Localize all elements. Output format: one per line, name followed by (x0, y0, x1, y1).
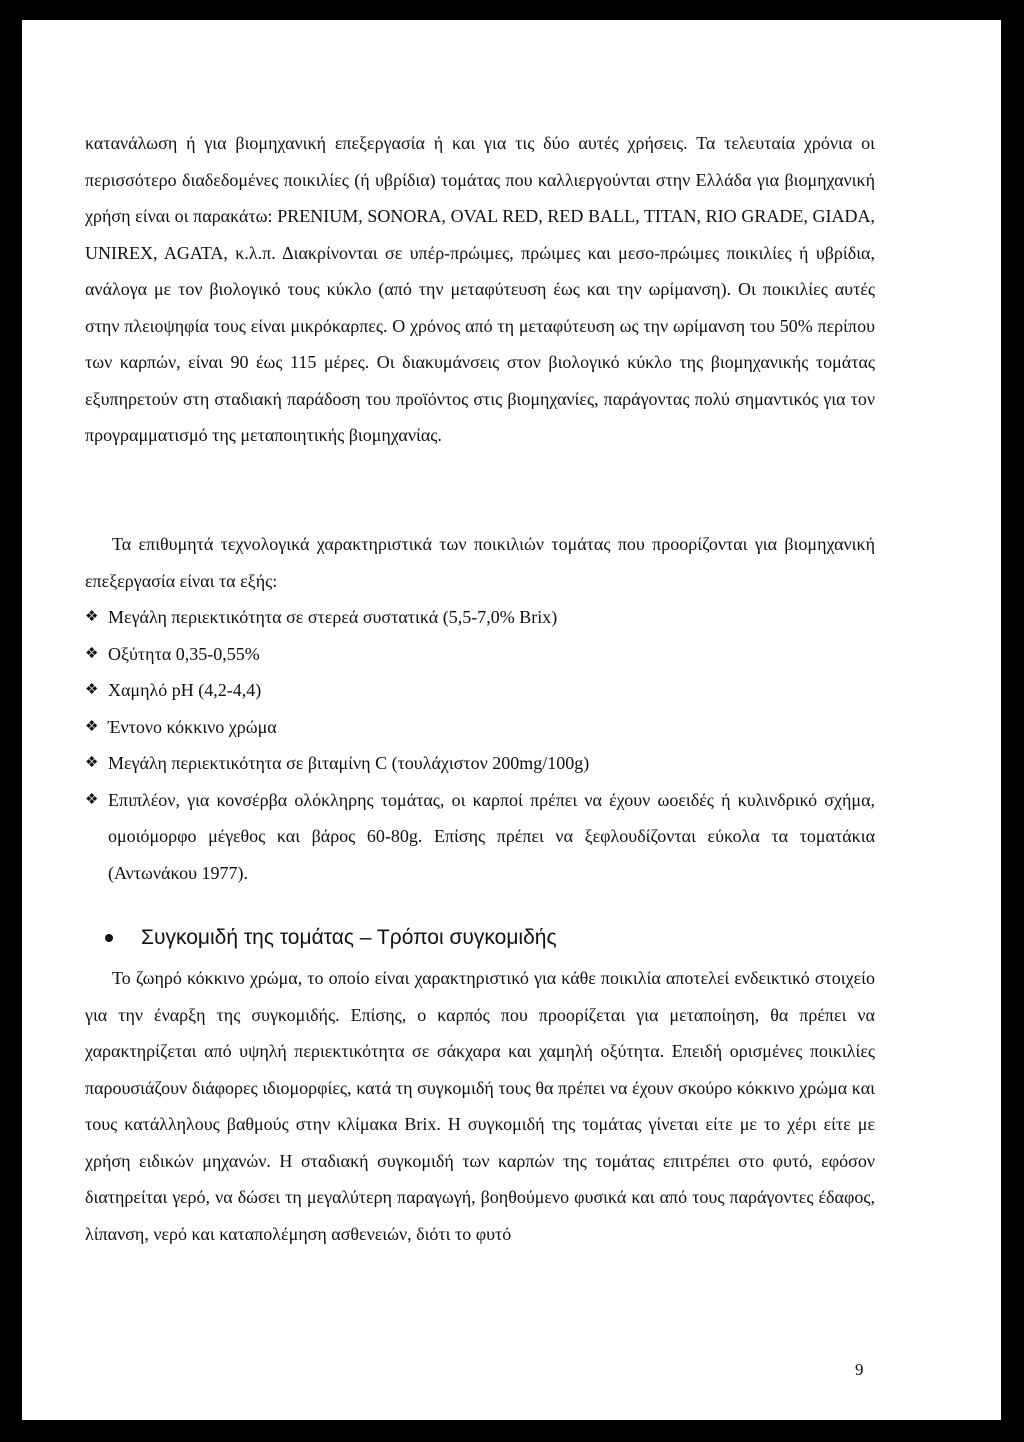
list-item-text: Μεγάλη περιεκτικότητα σε στερεά συστατικά (5,5-7,0% Brix) (108, 607, 558, 627)
list-item (85, 636, 875, 673)
list-item-text: Επιπλέον, για κονσέρβα ολόκληρης τομάτας, οι καρποί πρέπει να έχουν ωοειδές ή κυλινδρικό σχήμα, ομοιόμορφο μέγεθος και βάρος 60-80g. Επίσης πρέπει να ξεφλουδίζονται εύκολα τα τοματάκια (Αντωνάκου 1977). (108, 789, 875, 883)
list-item-text: Έντονο κόκκινο χρώμα (108, 716, 277, 737)
diamond-bullet-icon: ❖ (85, 609, 99, 625)
paragraph-characteristics-intro (85, 526, 875, 599)
diamond-bullet-icon: ❖ (85, 718, 99, 735)
diamond-bullet-icon: ❖ (85, 791, 99, 808)
section-heading-text: Συγκομιδή της τομάτας – Τρόποι συγκομιδής (141, 926, 557, 949)
round-bullet-icon (105, 934, 113, 942)
paragraph-text: Το ζωηρό κόκκινο χρώμα, το οποίο είναι χαρακτηριστικό για κάθε ποικιλία αποτελεί ενδεικτικό στοιχείο για την έναρξη της συγκομιδής. Επίσης, ο καρπός που προορίζεται για μεταποίηση, θα πρέπει να χαρακτηρίζεται από υψηλή περιεκτικότητα σε σάκχαρα και χαμηλή οξύτητα. Επειδή ορισμένες ποικιλίες παρουσιάζουν διάφορες ιδιομορφίες, κατά τη συγκομιδή τους θα πρέπει να έχουν σκούρο κόκκινο χρώμα και τους κατάλληλους βαθμούς στην κλίμακα Brix. Η συγκομιδή της τομάτας γίνεται είτε με το χέρι είτε με χρήση ειδικών μηχανών. Η σταδιακή συγκομιδή των καρπών της τομάτας επιτρέπει στο φυτό, εφόσον διατηρείται γερό, να δώσει τη μεγαλύτερη παραγωγή, βοηθούμενο φυσικά και από τους παράγοντες έδαφος, λίπανση, νερό και καταπολέμηση ασθενειών, διότι το φυτό (85, 968, 875, 1244)
section-heading (105, 923, 805, 953)
characteristics-list (85, 599, 875, 891)
paragraph-text: κατανάλωση ή για βιομηχανική επεξεργασία ή και για τις δύο αυτές χρήσεις. Τα τελευταία χρόνια οι περισσότερο διαδεδομένες ποικιλίες (ή υβρίδια) τομάτας που καλλιεργούνται στην Ελλάδα για βιομηχανική χρήση είναι οι παρακάτω: PRENIUM, SONORA, OVAL RED, RED BALL, TITAN, RIO GRADE, GIADA, UNIREX, AGATA, κ.λ.π. Διακρίνονται σε υπέρ-πρώιμες, πρώιμες και μεσο-πρώιμες ποικιλίες ή υβρίδια, ανάλογα με τον βιολογικό τους κύκλο (από την μεταφύτευση έως και την ωρίμανση). Οι ποικιλίες αυτές στην πλειοψηφία τους είναι μικρόκαρπες. Ο χρόνος από τη μεταφύτευση ως την ωρίμανση του 50% περίπου των καρπών, είναι 90 έως 115 μέρες. Οι διακυμάνσεις στον βιολογικό κύκλο της βιομηχανικής τομάτας εξυπηρετούν στη σταδιακή παράδοση του προϊόντος στις βιομηχανίες, παράγοντας πολύ σημαντικός για τον προγραμματισμό της μεταποιητικής βιομηχανίας. (85, 133, 875, 445)
list-item (85, 672, 875, 709)
paragraph-text: Τα επιθυμητά τεχνολογικά χαρακτηριστικά των ποικιλιών τομάτας που προορίζονται για βιομηχανική επεξεργασία είναι τα εξής: (85, 534, 875, 591)
paragraph-varieties (85, 125, 875, 454)
page-number: 9 (855, 1360, 864, 1379)
diamond-bullet-icon: ❖ (85, 682, 99, 698)
list-item-text: Οξύτητα 0,35-0,55% (108, 643, 260, 664)
list-item-text: Μεγάλη περιεκτικότητα σε βιταμίνη C (τουλάχιστον 200mg/100g) (108, 753, 590, 773)
list-item (85, 782, 875, 892)
paragraph-harvest (85, 960, 875, 1252)
list-item (85, 745, 875, 782)
list-item (85, 599, 875, 636)
list-item-text: Χαμηλό pH (4,2-4,4) (108, 680, 262, 700)
diamond-bullet-icon: ❖ (85, 645, 99, 662)
diamond-bullet-icon: ❖ (85, 755, 99, 771)
list-item (85, 709, 875, 746)
